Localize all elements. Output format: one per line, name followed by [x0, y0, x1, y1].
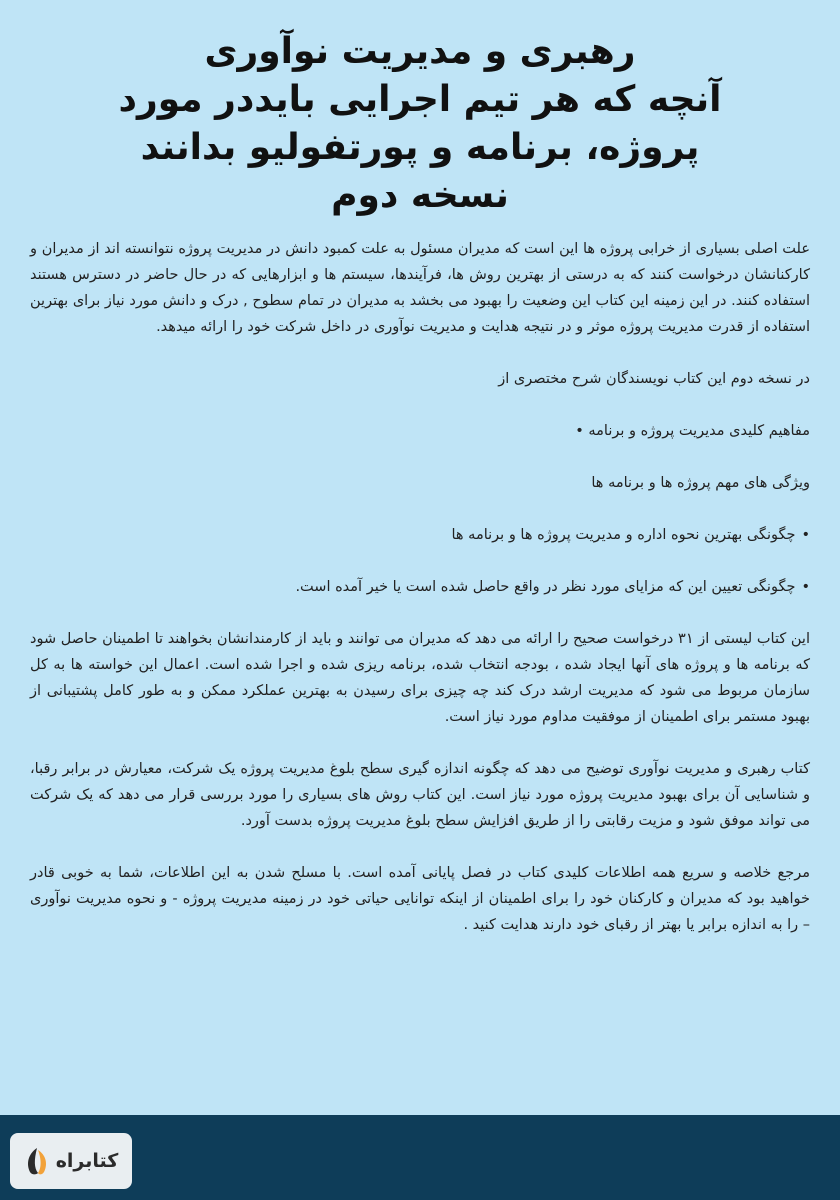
management-item-text: چگونگی بهترین نحوه اداره و مدیریت پروژه ها و برنامه ها	[451, 527, 796, 543]
description-body	[30, 236, 810, 964]
book-leaf-icon	[24, 1146, 50, 1176]
title-line-1: رهبری و مدیریت نوآوری	[204, 31, 636, 72]
book-title-block	[60, 28, 780, 220]
title-line-2: آنچه که هر تیم اجرایی بایددر مورد	[118, 79, 722, 120]
bullet-marker: •	[801, 579, 810, 595]
edition-line: نسخه دوم	[331, 175, 509, 216]
benefits-item-text: چگونگی تعیین این که مزایای مورد نظر در واقع حاصل شده است یا خیر آمده است.	[295, 579, 796, 595]
maturity-paragraph: کتاب رهبری و مدیریت نوآوری توضیح می دهد که چگونه اندازه گیری سطح بلوغ مدیریت پروژه یک شرکت، معیارش در برابر رقبا، و شناسایی آن برای بهبود مدیریت پروژه مورد نیاز است. این کتاب روش های بسیاری را مورد بررسی قرار می دهد که یک شرکت می تواند موفق شود و مزیت رقابتی را از طریق افزایش سطح بلوغ مدیریت پروژه بدست آورد.	[30, 761, 810, 829]
edition-summary-paragraph: در نسخه دوم این کتاب نویسندگان شرح مختصری از	[498, 371, 810, 387]
ketabrah-logo[interactable]	[10, 1133, 132, 1189]
requests-paragraph: این کتاب لیستی از ۳۱ درخواست صحیح را ارائه می دهد که مدیران می توانند و باید از کارمندانشان بخواهند تا اطمینان حاصل شود که برنامه ها و پروژه های آنها ایجاد شده ، بودجه انتخاب شده، برنامه ریزی شده و اجرا شده است. اعمال این خواسته ها به کل سازمان مربوط می شود که مدیریت ارشد درک کند چه چیزی برای رسیدن به بهترین عملکرد ممکن و به طور کامل پشتیبانی از بهبود مستمر برای اطمینان از موفقیت مداوم مورد نیاز است.	[30, 631, 810, 725]
benefits-item	[30, 574, 810, 600]
features-item: ویژگی های مهم پروژه ها و برنامه ها	[591, 475, 810, 491]
bullet-marker: •	[801, 527, 810, 543]
summary-paragraph: مرجع خلاصه و سریع همه اطلاعات کلیدی کتاب در فصل پایانی آمده است. با مسلح شدن به این اطلاعات، شما به خوبی قادر خواهید بود که مدیران و کارکنان خود را برای اطمینان از اینکه توانایی حیاتی خود در زمینه مدیریت پروژه - و نحوه مدیریت نوآوری – را به اندازه برابر یا بهتر از رقبای خود دارند هدایت کنید .	[30, 865, 810, 933]
management-item	[30, 522, 810, 548]
logo-text: کتابراه	[55, 1150, 119, 1172]
title-line-3: پروژه، برنامه و پورتفولیو بدانند	[140, 127, 700, 168]
intro-paragraph: علت اصلی بسیاری از خرابی پروژه ها این است که مدیران مسئول به علت کمبود دانش در مدیریت پروژه نتوانسته اند از مدیران و کارکنانشان درخواست کنند که به درستی از بهترین روش ها، فرآیندها، سیستم ها و ابزارهایی که در حال حاضر در دسترس هستند استفاده کنند. در این زمینه این کتاب این وضعیت را بهبود می بخشد به مدیران در تمام سطوح , درک و دانش مورد نیاز برای بهترین استفاده از قدرت مدیریت پروژه موثر و در نتیجه هدایت و مدیریت نوآوری در داخل شرکت خود را ارائه میدهد.	[30, 241, 810, 335]
key-concepts-item: مفاهیم کلیدی مدیریت پروژه و برنامه •	[575, 423, 810, 439]
